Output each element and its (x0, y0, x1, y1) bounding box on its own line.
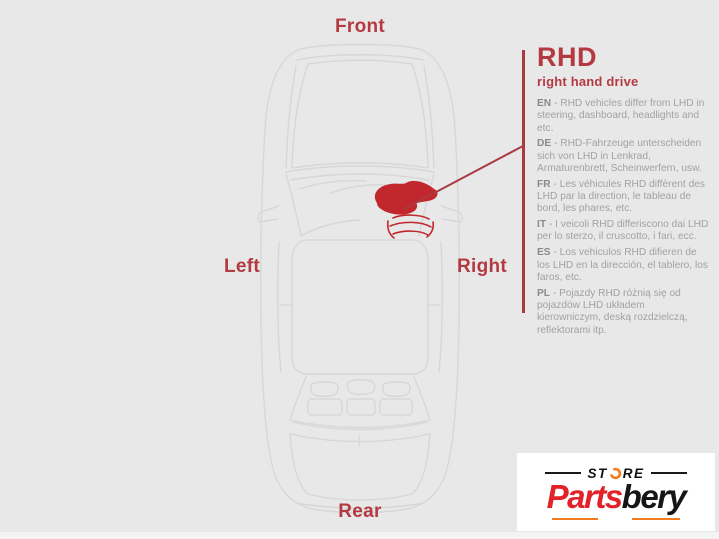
language-entry: ES - Los vehiculos RHD difieren de los LHD en la dirección, el tablero, los faros, etc. (537, 247, 709, 283)
label-right: Right (457, 256, 508, 277)
language-entry: IT - I veicoli RHD differiscono dai LHD per lo sterzo, il cruscotto, i fari, ecc. (537, 219, 709, 243)
leader-line (404, 146, 523, 209)
brand-underlines (552, 518, 680, 521)
car-body-outline (258, 45, 462, 513)
steering-wheel-highlight (375, 146, 523, 238)
brand-first: Parts (546, 477, 622, 515)
driver-seat-outline (388, 215, 434, 238)
brand-underline-left (552, 518, 598, 521)
panel-accent-bar (522, 50, 525, 313)
language-entry: DE - RHD-Fahrzeuge unterscheiden sich von LHD in Lenkrad, Armaturenbrett, Scheinwerfern, usw. (537, 138, 702, 174)
label-rear: Rear (338, 501, 382, 522)
language-entry: FR - Les véhicules RHD diffèrent des LHD par la direction, le tableau de bord, les phares, etc. (537, 178, 705, 215)
language-entry: EN - RHD vehicles differ from LHD in steering, dashboard, headlights and etc. (537, 98, 705, 134)
language-entry: PL - Pojazdy RHD różnią się od pojazdów LHD układem kierowniczym, deską rozdzielczą, reflektorami itp. (537, 287, 688, 336)
panel-subtitle: right hand drive (537, 74, 639, 89)
language-entries (537, 98, 711, 337)
panel-title: RHD (537, 42, 597, 72)
store-text-post: RE (622, 465, 645, 481)
store-right-line (651, 472, 687, 474)
rhd-info-panel (537, 44, 711, 340)
store-text-pre: ST (587, 465, 608, 481)
label-left: Left (223, 256, 260, 277)
store-left-line (545, 472, 581, 474)
bottom-edge-strip (0, 532, 719, 539)
label-front: Front (334, 16, 386, 37)
brand-second: bery (621, 477, 686, 515)
brand-underline-right (632, 518, 680, 521)
partsbery-logo (517, 453, 715, 531)
brand-wordmark (546, 477, 686, 515)
